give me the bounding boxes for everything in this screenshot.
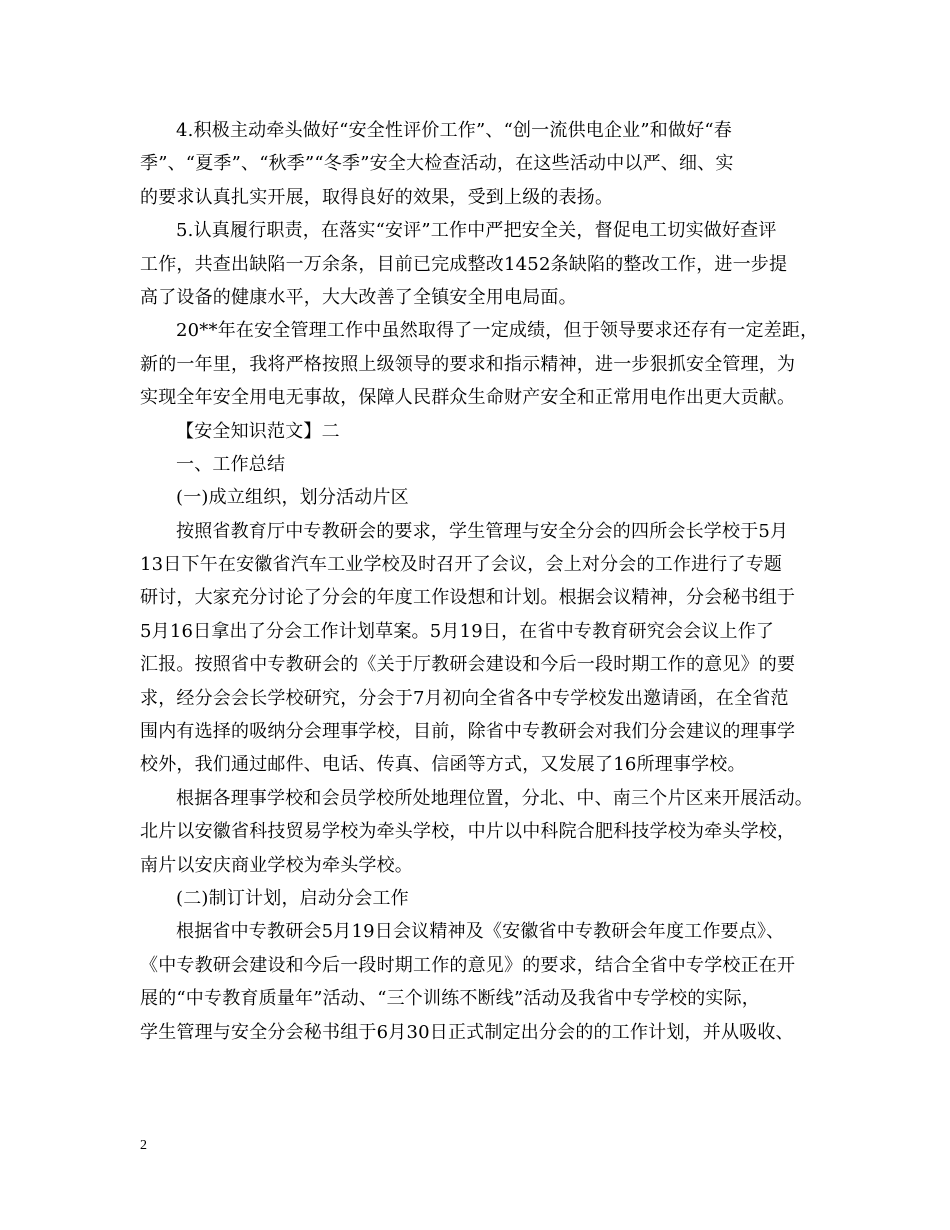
text-line: 季”、“夏季”、“秋季”“冬季”安全大检查活动，在这些活动中以严、细、实 [140, 153, 734, 175]
text-line: 《中专教研会建设和今后一段时期工作的意见》的要求，结合全省中专学校正在开 [140, 954, 796, 976]
text-line: 求，经分会会长学校研究，分会于7月初向全省各中专学校发出邀请函，在全省范 [140, 687, 789, 709]
text-line: 工作，共查出缺陷一万余条，目前已完成整改1452条缺陷的整改工作，进一步提 [140, 253, 788, 275]
text-line: 4.积极主动牵头做好“安全性评价工作”、“创一流供电企业”和做好“春 [176, 120, 732, 141]
text-line: 南片以安庆商业学校为牵头学校。 [140, 854, 413, 876]
text-line: 5月16日拿出了分会工作计划草案。5月19日，在省中专教育研究会会议上作了 [140, 620, 775, 642]
text-line: 的要求认真扎实开展，取得良好的效果，受到上级的表扬。 [140, 186, 614, 208]
text-line: 根据省中专教研会5月19日会议精神及《安徽省中专教研会年度工作要点》、 [176, 921, 785, 943]
text-line: 按照省教育厅中专教研会的要求，学生管理与安全分会的四所会长学校于5月 [176, 520, 789, 542]
text-line: 5.认真履行职责，在落实“安评”工作中严把安全关，督促电工切实做好查评 [176, 220, 777, 242]
text-line: 校外，我们通过邮件、电话、传真、信函等方式，又发展了16所理事学校。 [140, 754, 746, 776]
text-line: 【安全知识范文】二 [176, 420, 340, 442]
document-body [140, 114, 825, 1049]
text-line: 北片以安徽省科技贸易学校为牵头学校，中片以中科院合肥科技学校为牵头学校， [140, 821, 796, 843]
text-line: 围内有选择的吸纳分会理事学校，目前，除省中专教研会对我们分会建议的理事学 [140, 721, 796, 743]
text-line: 13日下午在安徽省汽车工业学校及时召开了会议，会上对分会的工作进行了专题 [140, 554, 783, 576]
text-line: 20**年在安全管理工作中虽然取得了一定成绩，但于领导要求还存有一定差距， [176, 320, 819, 342]
text-line: 一、工作总结 [176, 453, 286, 475]
text-line: (一)成立组织，划分活动片区 [176, 487, 409, 509]
text-line: 展的“中专教育质量年”活动、“三个训练不断线”活动及我省中专学校的实际， [140, 988, 761, 1010]
text-line: 学生管理与安全分会秘书组于6月30日正式制定出分会的的工作计划，并从吸收、 [140, 1021, 794, 1043]
page-number: 2 [140, 1138, 147, 1153]
text-line: 高了设备的健康水平，大大改善了全镇安全用电局面。 [140, 286, 577, 308]
text-line: 根据各理事学校和会员学校所处地理位置，分北、中、南三个片区来开展活动。 [176, 787, 813, 809]
text-line: 实现全年安全用电无事故，保障人民群众生命财产安全和正常用电作出更大贡献。 [140, 387, 796, 409]
text-line: 新的一年里，我将严格按照上级领导的要求和指示精神，进一步狠抓安全管理，为 [140, 353, 796, 375]
text-line: (二)制订计划，启动分会工作 [176, 887, 409, 909]
text-line: 研讨，大家充分讨论了分会的年度工作设想和计划。根据会议精神，分会秘书组于 [140, 587, 796, 609]
text-line: 汇报。按照省中专教研会的《关于厅教研会建设和今后一段时期工作的意见》的要 [140, 654, 796, 676]
